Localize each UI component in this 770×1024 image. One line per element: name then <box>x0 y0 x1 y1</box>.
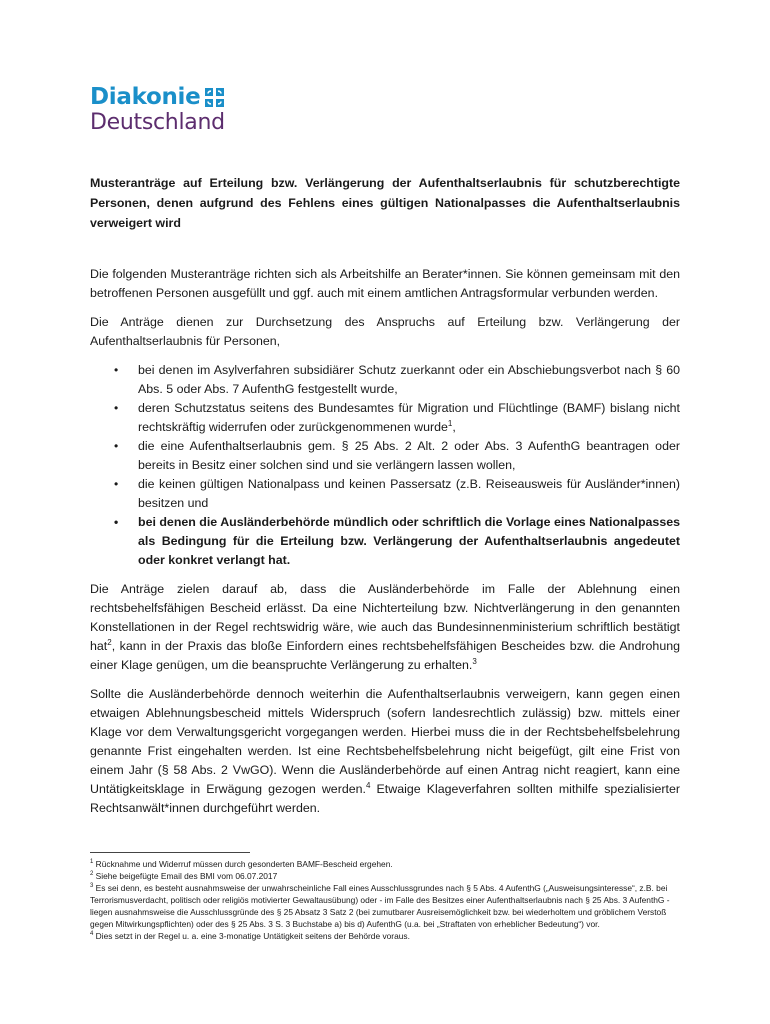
logo-text-deutschland: Deutschland <box>90 110 225 135</box>
bullet-icon: • <box>114 439 119 453</box>
logo-text-diakonie: Diakonie <box>90 84 201 110</box>
bullet-icon: • <box>114 401 119 415</box>
footnote: $^1$ Rücknahme und Widerruf müssen durch gesonderten BAMF-Bescheid ergehen. <box>90 859 393 869</box>
list-item: • bei denen im Asylverfahren subsidiärer Schutz zuerkannt oder ein Abschiebungsverbot nach § 60 Abs. 5 oder Abs. 7 AufenthG festgestellt wurde, <box>114 363 680 396</box>
aim-paragraph: Die Anträge zielen darauf ab, dass die Ausländerbehörde im Falle der Ablehnung einen rechtsbehelfsfähigen Bescheid erlässt. Da eine Nichterteilung bzw. Nichtverlängerung in den genannten Konstellationen in der Regel rechtswidrig wäre, wie auch das Bundesinnenministerium schriftlich bestätigt hat$^2$, kann in der Praxis das bloße Einfordern eines rechtsbehelfsfähigen Bescheides bzw. die Androhung einer Klage genügen, um die beanspruchte Verlängerung zu erhalten.$^3$ <box>90 582 680 672</box>
criteria-list <box>90 361 680 570</box>
procedure-paragraph: Sollte die Ausländerbehörde dennoch weiterhin die Aufenthaltserlaubnis verweigern, kann gegen einen etwaigen Ablehnungsbescheid mittels Widerspruch (sofern landesrechtlich zulässig) bzw. mittels einer Klage vor dem Verwaltungsgericht vorgegangen werden. Hierbei muss die in der Rechtsbehelfsbelehrung genannte Frist eingehalten werden. Ist eine Rechtsbehelfsbelehrung nicht beigefügt, gilt eine Frist von einem Jahr (§ 58 Abs. 2 VwGO). Wenn die Ausländerbehörde auf einen Antrag nicht reagiert, kann eine Untätigkeitsklage in Erwägung gezogen werden.$^4$ Etwaige Klageverfahren sollten mithilfe spezialisierter Rechtsanwält*innen durchgeführt werden. <box>90 687 680 815</box>
footnote-ref[interactable]: 4 <box>365 780 371 790</box>
bullet-icon: • <box>114 363 119 377</box>
footnote-divider <box>90 852 250 853</box>
footnote-ref[interactable]: 3 <box>472 656 477 666</box>
footnote: $^3$ Es sei denn, es besteht ausnahmsweise der unwahrscheinliche Fall eines Ausschlussgrundes nach § 5 Abs. 4 AufenthG („Ausweisungsinteresse“, z.B. bei Terrorismusverdacht, politisch oder religiös motivierter Gewaltausübung) oder - im Falle des Besitzes einer Aufenthaltserlaubnis nach § 25 Abs. 3 AufenthG - liegen ausnahmsweise die Ausschlussgründe des § 25 Absatz 3 Satz 2 (bei zumutbarer Ausreisemöglichkeit bzw. bei wiederholtem und gröblichem Verstoß gegen Mitwirkungspflichten) oder des § 25 Abs. 3 S. 3 Buchstabe a) bis d) AufenthG (u.a. bei „Straftaten von erheblicher Bedeutung“) vor. <box>90 883 670 929</box>
list-item: • deren Schutzstatus seitens des Bundesamtes für Migration und Flüchtlinge (BAMF) bislang nicht rechtskräftig widerrufen oder zurückgenommenen wurde$^1$, <box>114 401 680 434</box>
footnote: $^2$ Siehe beigefügte Email des BMI vom 06.07.2017 <box>90 871 278 881</box>
diakonie-cross-icon <box>205 88 224 107</box>
footnote-ref[interactable]: 2 <box>107 637 112 647</box>
diakonie-logo <box>90 84 225 136</box>
list-item: • bei denen die Ausländerbehörde mündlich oder schriftlich die Vorlage eines Nationalpasses als Bedingung für die Erteilung bzw. Verlängerung der Aufenthaltserlaubnis angedeutet oder konkret verlangt hat. <box>114 515 680 567</box>
intro-paragraph: Die folgenden Musteranträge richten sich als Arbeitshilfe an Berater*innen. Sie können gemeinsam mit den betroffenen Personen ausgefüllt und ggf. auch mit einem amtlichen Antragsformular verbunden werden. <box>90 267 680 300</box>
document-body <box>90 173 680 818</box>
bullet-icon: • <box>114 515 119 529</box>
footnote-ref[interactable]: 1 <box>447 418 453 428</box>
bullet-icon: • <box>114 477 119 491</box>
footnotes <box>90 858 680 942</box>
list-item: • die keinen gültigen Nationalpass und keinen Passersatz (z.B. Reiseausweis für Ausländer*innen) besitzen und <box>114 477 680 510</box>
purpose-paragraph: Die Anträge dienen zur Durchsetzung des Anspruchs auf Erteilung bzw. Verlängerung der Aufenthaltserlaubnis für Personen, <box>90 315 680 348</box>
document-title: Musteranträge auf Erteilung bzw. Verlängerung der Aufenthaltserlaubnis für schutzberechtigte Personen, denen aufgrund des Fehlens eines gültigen Nationalpasses die Aufenthaltserlaubnis verweigert wird <box>90 176 680 230</box>
list-item: • die eine Aufenthaltserlaubnis gem. § 25 Abs. 2 Alt. 2 oder Abs. 3 AufenthG beantragen oder bereits in Besitz einer solchen sind und sie verlängern lassen wollen, <box>114 439 680 472</box>
footnote: $^4$ Dies setzt in der Regel u. a. eine 3-monatige Untätigkeit seitens der Behörde voraus. <box>90 931 410 941</box>
